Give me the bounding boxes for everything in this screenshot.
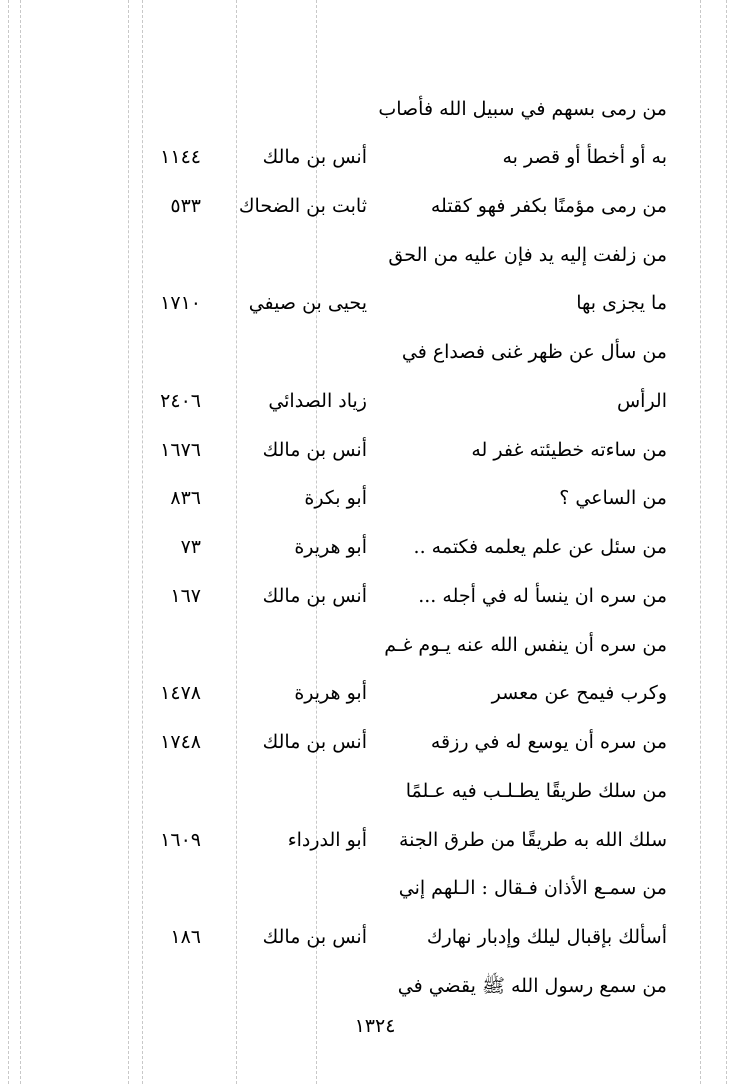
hadith-text: وكرب فيمح عن معسر bbox=[491, 682, 667, 704]
index-row bbox=[0, 385, 749, 417]
hadith-number: ١٦٧٦ bbox=[160, 439, 201, 461]
narrator-name: يحيى بن صيفي bbox=[248, 292, 367, 314]
hadith-number: ١٦٧ bbox=[170, 585, 201, 607]
hadith-text: من سمع رسول الله ﷺ يقضي في bbox=[397, 975, 667, 997]
narrator-name: ثابت بن الضحاك bbox=[238, 195, 367, 217]
hadith-number: ١٨٦ bbox=[170, 926, 201, 948]
index-row bbox=[0, 970, 749, 1002]
index-row bbox=[0, 93, 749, 125]
hadith-text: سلك الله به طريقًا من طرق الجنة bbox=[398, 829, 667, 851]
hadith-text: من سره أن ينفس الله عنه يـوم غـم bbox=[384, 634, 667, 656]
hadith-text: أسألك بإقبال ليلك وإدبار نهارك bbox=[426, 926, 667, 948]
index-row bbox=[0, 726, 749, 758]
hadith-number: ١٤٧٨ bbox=[160, 682, 201, 704]
index-row bbox=[0, 141, 749, 173]
hadith-text: الرأس bbox=[616, 390, 667, 412]
hadith-number: ٨٣٦ bbox=[170, 487, 201, 509]
hadith-number: ١٧١٠ bbox=[160, 292, 201, 314]
hadith-number: ٢٤٠٦ bbox=[160, 390, 201, 412]
hadith-text: من سأل عن ظهر غنى فصداع في bbox=[401, 341, 667, 363]
index-row bbox=[0, 677, 749, 709]
index-row bbox=[0, 824, 749, 856]
hadith-text: من ساءته خطيئته غفر له bbox=[471, 439, 667, 461]
index-row bbox=[0, 921, 749, 953]
hadith-text: من رمى بسهم في سبيل الله فأصاب bbox=[378, 98, 667, 120]
hadith-text: من سمـع الأذان فـقال : الـلهم إني bbox=[398, 877, 667, 899]
hadith-text: من سره أن يوسع له في رزقه bbox=[430, 731, 667, 753]
narrator-name: زياد الصدائي bbox=[268, 390, 367, 412]
index-row bbox=[0, 872, 749, 904]
hadith-text: من سلك طريقًا يطـلـب فيه عـلمًا bbox=[405, 780, 667, 802]
hadith-text: من الساعي ؟ bbox=[559, 487, 667, 509]
index-row bbox=[0, 629, 749, 661]
narrator-name: أنس بن مالك bbox=[262, 439, 367, 461]
narrator-name: أنس بن مالك bbox=[262, 731, 367, 753]
narrator-name: أبو هريرة bbox=[294, 536, 367, 558]
hadith-text: به أو أخطأ أو قصر به bbox=[502, 146, 667, 168]
index-row bbox=[0, 239, 749, 271]
index-row bbox=[0, 531, 749, 563]
narrator-name: أبو هريرة bbox=[294, 682, 367, 704]
narrator-name: أنس بن مالك bbox=[262, 585, 367, 607]
index-row bbox=[0, 482, 749, 514]
hadith-number: ٥٣٣ bbox=[170, 195, 201, 217]
narrator-name: أنس بن مالك bbox=[262, 926, 367, 948]
hadith-number: ١٧٤٨ bbox=[160, 731, 201, 753]
hadith-number: ٧٣ bbox=[180, 536, 201, 558]
hadith-number: ١١٤٤ bbox=[160, 146, 201, 168]
hadith-number: ١٦٠٩ bbox=[160, 829, 201, 851]
narrator-name: أنس بن مالك bbox=[262, 146, 367, 168]
hadith-text: من سره ان ينسأ له في أجله ... bbox=[418, 585, 667, 607]
hadith-text: من سئل عن علم يعلمه فكتمه .. bbox=[413, 536, 667, 558]
hadith-text: من رمى مؤمنًا بكفر فهو كقتله bbox=[430, 195, 667, 217]
index-row bbox=[0, 336, 749, 368]
hadith-text: من زلفت إليه يد فإن عليه من الحق bbox=[388, 244, 667, 266]
narrator-name: أبو الدرداء bbox=[287, 829, 367, 851]
index-row bbox=[0, 580, 749, 612]
index-row bbox=[0, 287, 749, 319]
index-row bbox=[0, 434, 749, 466]
index-row bbox=[0, 775, 749, 807]
narrator-name: أبو بكرة bbox=[304, 487, 367, 509]
index-row bbox=[0, 190, 749, 222]
page-number: ١٣٢٤ bbox=[354, 1015, 396, 1037]
hadith-text: ما يجزى بها bbox=[576, 292, 667, 314]
